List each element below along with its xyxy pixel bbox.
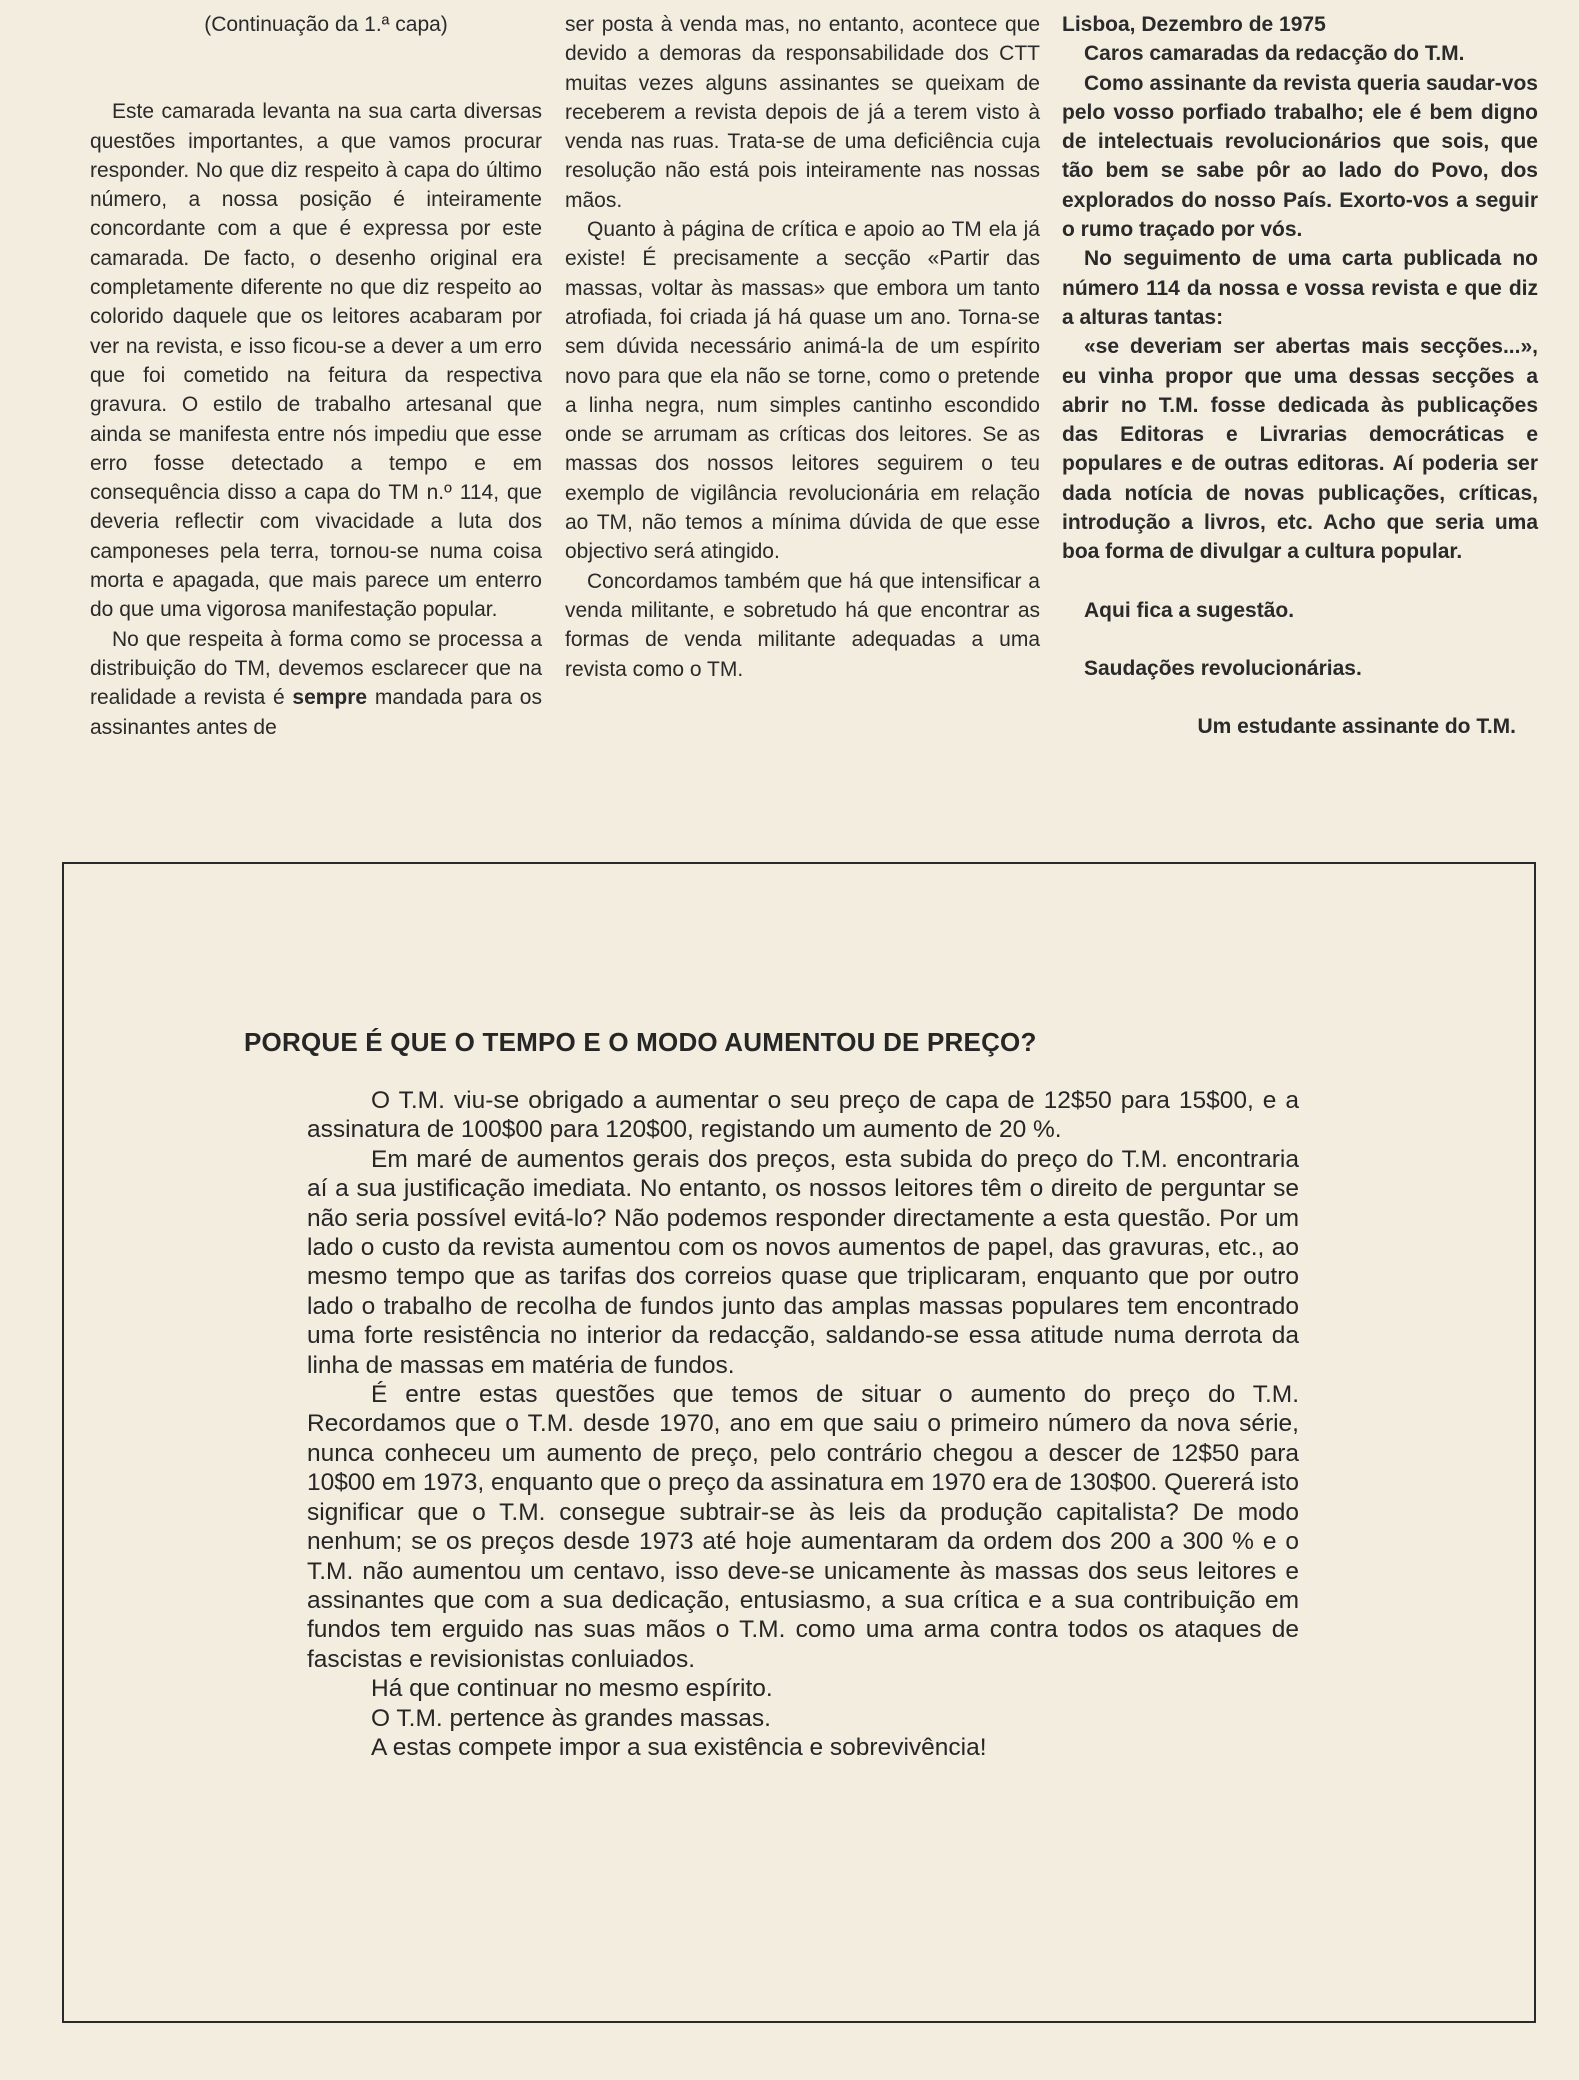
reply-paragraph-2-start: No que respeita à forma como se processa a distribuição do TM, devemos esclarecer que na realidade a revista é — [90, 627, 542, 710]
reply-paragraph-2-end: mandada para os assinantes antes de — [90, 686, 542, 739]
reply-paragraph-4: Quanto à página de crítica e apoio ao TM ela já existe! É precisamente a secção «Partir das massas, voltar às massas» que embora um tanto atrofiada, foi criada já há quase um ano. Torna-se sem dúvida necessário animá-la de um espírito novo para que ela não se torne, como o pretende a linha negra, num simples cantinho escondido onde se arrumam as críticas dos leitores. Se as massas dos nossos leitores seguirem o teu exemplo de vigilância revolucionária em relação ao TM, não temos a mínima dúvida de que esse objectivo será atingido. — [565, 218, 1040, 564]
reply-paragraph-5: Concordamos também que há que intensificar a venda militante, e sobretudo há que encontrar as formas de venda militante adequadas a uma revista como o TM. — [565, 569, 1040, 681]
continuation-note: (Continuação da 1.ª capa) — [204, 13, 448, 36]
notice-title: PORQUE É QUE O TEMPO E O MODO AUMENTOU DE PREÇO? — [244, 1027, 1037, 1057]
reply-paragraph-1: Este camarada levanta na sua carta diversas questões importantes, a que vamos procurar responder. No que diz respeito à capa do último número, a nossa posição é inteiramente concordante com a que é expressa por este camarada. De facto, o desenho original era completamente diferente no que diz respeito ao colorido daquele que os leitores acabaram por ver na revista, e isso ficou-se a dever a um erro que foi cometido na feitura da respectiva gravura. O estilo de trabalho artesanal que ainda se manifesta entre nós impediu que esse erro fosse detectado a tempo e em consequência disso a capa do TM n.º 114, que deveria reflectir com vivacidade a luta dos camponeses pela terra, tornou-se numa coisa morta e apagada, que mais parece um enterro do que uma vigorosa manifestação popular. — [90, 100, 542, 622]
notice-closing-3: A estas compete impor a sua existência e sobrevivência! — [371, 1733, 987, 1761]
reply-column-middle — [565, 10, 1040, 684]
letter-greeting: Caros camaradas da redacção do T.M. — [1084, 42, 1465, 66]
letter-paragraph-1: Como assinante da revista queria saudar-vos pelo vosso porfiado trabalho; ele é bem digno de intelectuais revolucionários que sois, que tão bem se sabe pôr ao lado do Povo, dos explorados do nosso País. Exorto-vos a seguir o rumo traçado por vós. — [1062, 71, 1538, 242]
notice-paragraph-2: Em maré de aumentos gerais dos preços, esta subida do preço do T.M. encontraria aí a sua justificação imediata. No entanto, os nossos leitores têm o direito de perguntar se não seria possível evitá-lo? Não podemos responder directamente a esta questão. Por um lado o custo da revista aumentou com os novos aumentos de papel, das gravuras, etc., ao mesmo tempo que as tarifas dos correios quase que triplicaram, enquanto que por outro lado o trabalho de recolha de fundos junto das amplas massas populares tem encontrado uma forte resistência no interior da redacção, saldando-se essa atitude numa derrota da linha de massas em matéria de fundos. — [307, 1145, 1299, 1379]
letter-dateline: Lisboa, Dezembro de 1975 — [1062, 13, 1326, 36]
letter-paragraph-2: No seguimento de uma carta publicada no número 114 da nossa e vossa revista e que diz a alturas tantas: — [1062, 247, 1538, 329]
letter-suggestion: Aqui fica a sugestão. — [1084, 598, 1295, 622]
notice-closing-2: O T.M. pertence às grandes massas. — [371, 1704, 771, 1732]
reply-paragraph-3: ser posta à venda mas, no entanto, acontece que devido a demoras da responsabilidade dos CTT muitas vezes alguns assinantes se queixam de receberem a revista depois de já a terem visto à venda nas ruas. Trata-se de uma deficiência cuja resolução não está pois inteiramente nas nossas mãos. — [565, 13, 1040, 212]
letter-signature: Um estudante assinante do T.M. — [1197, 715, 1516, 739]
reply-paragraph-2 — [90, 625, 542, 742]
reply-paragraph-2-bold: sempre — [292, 686, 368, 710]
notice-paragraph-1: O T.M. viu-se obrigado a aumentar o seu preço de capa de 12$50 para 15$00, e a assinatura de 100$00 para 120$00, registando um aumento de 20 %. — [307, 1087, 1299, 1144]
reply-column-left — [90, 10, 542, 742]
notice-closing-1: Há que continuar no mesmo espírito. — [371, 1675, 773, 1703]
notice-body — [307, 1086, 1299, 1762]
letter-column-right — [1062, 10, 1538, 742]
letter-paragraph-3: «se deveriam ser abertas mais secções...», eu vinha propor que uma dessas secções a abrir no T.M. fosse dedicada às publicações das Editoras e Livrarias democráticas e populares e de outras editoras. Aí poderia ser dada notícia de novas publicações, críticas, introdução a livros, etc. Acho que seria uma boa forma de divulgar a cultura popular. — [1062, 335, 1538, 564]
letter-salutation: Saudações revolucionárias. — [1084, 656, 1362, 680]
notice-paragraph-3: É entre estas questões que temos de situar o aumento do preço do T.M. Recordamos que o T.M. desde 1970, ano em que saiu o primeiro número da nova série, nunca conheceu um aumento de preço, pelo contrário chegou a descer de 12$50 para 10$00 em 1973, enquanto que o preço da assinatura em 1970 era de 130$00. Quererá isto significar que o T.M. consegue subtrair-se às leis da produção capitalista? De modo nenhum; se os preços desde 1973 até hoje aumentaram da ordem dos 200 a 300 % e o T.M. não aumentou um centavo, isso deve-se unicamente às massas dos seus leitores e assinantes que com a sua dedicação, entusiasmo, a sua crítica e a sua contribuição em fundos tem erguido nas suas mãos o T.M. como uma arma contra todos os ataques de fascistas e revisionistas conluiados. — [307, 1381, 1299, 1673]
